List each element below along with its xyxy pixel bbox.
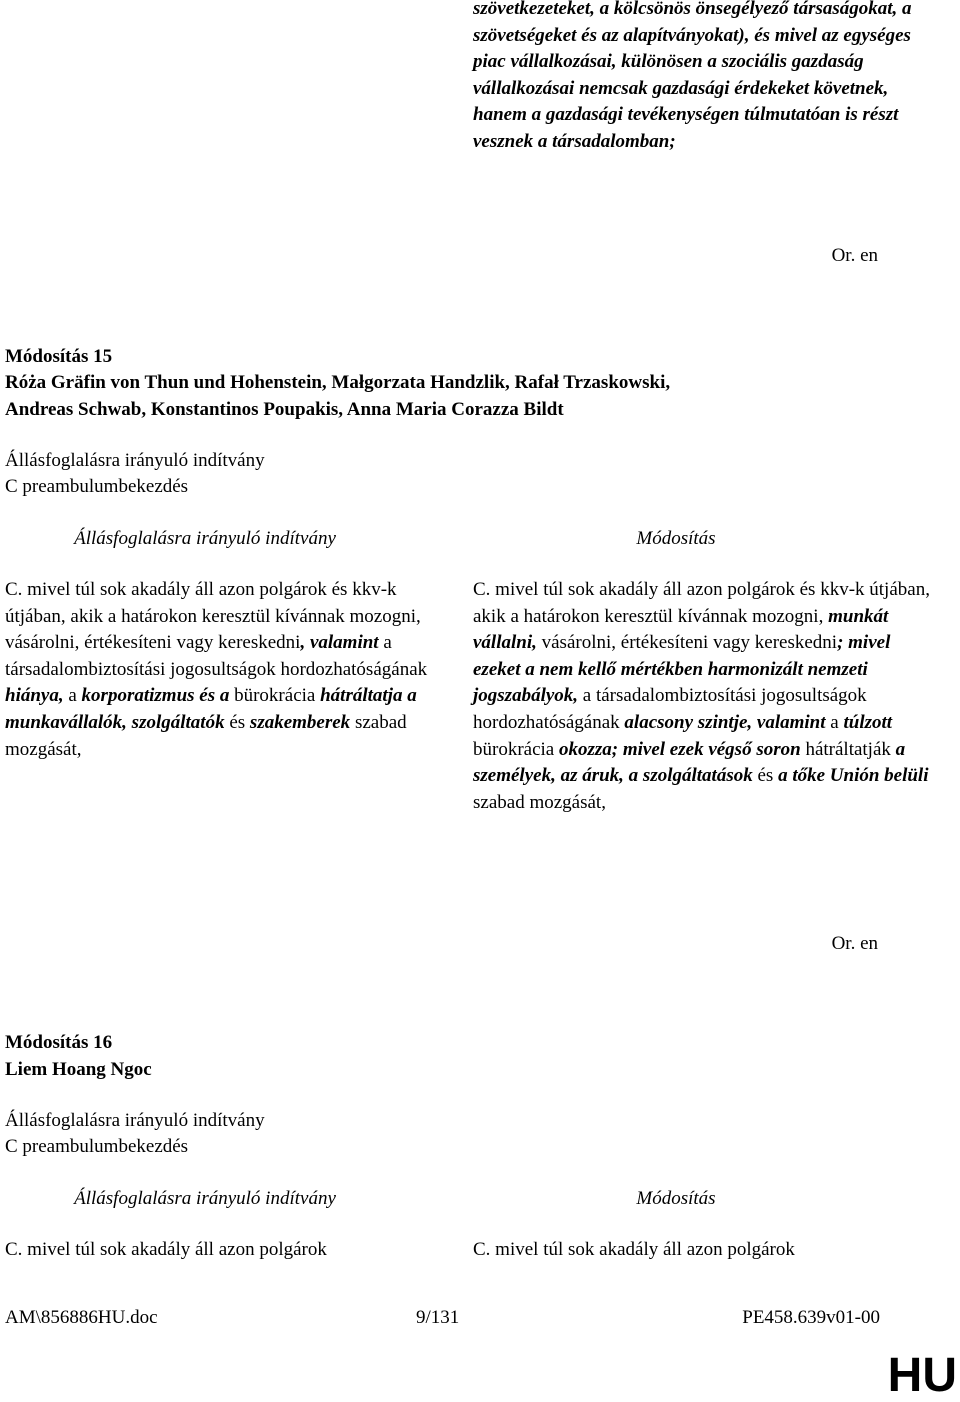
text-segment: a	[825, 711, 844, 733]
amendment-number: Módosítás 15	[5, 346, 113, 367]
footer-document-id: AM\856886HU.doc	[5, 1307, 158, 1328]
emphasized-text-segment: a tőke Unión belüli	[778, 765, 929, 787]
language-badge: HU	[887, 1349, 957, 1402]
document-type: Állásfoglalásra irányuló indítvány	[5, 450, 265, 471]
emphasized-text-segment: munkát vállalni,	[473, 605, 889, 654]
emphasized-text-segment: túlzott	[843, 711, 893, 733]
original-language-label-2: Or. en	[831, 933, 878, 954]
text-segment: a társadalombiztosítási jogosultságok hordozhatóságának	[5, 632, 428, 680]
emphasized-text-segment: ; mivel ezeket a nem kellő mértékben harmonizált nemzeti jogszabályok,	[473, 632, 891, 707]
original-text-column-16: C. mivel túl sok akadály áll azon polgárok	[5, 1239, 327, 1260]
amendment-author-16: Liem Hoang Ngoc	[5, 1059, 152, 1080]
text-segment: hátráltatják	[800, 738, 896, 760]
left-column-header-16: Állásfoglalásra irányuló indítvány	[74, 1188, 336, 1209]
original-language-label: Or. en	[831, 245, 878, 266]
emphasized-text-segment: alacsony szintje, valamint	[624, 711, 826, 733]
amendment-number-16: Módosítás 16	[5, 1032, 113, 1053]
emphasized-text-segment: , valamint	[300, 632, 379, 654]
original-text-column	[5, 577, 453, 763]
emphasized-text-segment: a személyek, az áruk, a szolgáltatások	[473, 738, 906, 787]
emphasized-text-segment: szakemberek	[249, 711, 351, 733]
text-segment: szabad mozgását,	[473, 791, 606, 813]
text-segment: és	[752, 765, 779, 787]
text-segment: C. mivel túl sok akadály áll azon polgárok és kkv-k útjában, akik a határokon keresztül kívánnak mozogni, vásárolni, értékesíteni vagy kereskedni	[5, 579, 421, 654]
emphasized-text-segment: okozza; mivel ezek végső soron	[558, 738, 801, 760]
text-segment: bürokrácia	[229, 685, 321, 707]
text-segment: a társadalombiztosítási jogosultságok hordozhatóságának	[473, 685, 867, 733]
text-segment: C. mivel túl sok akadály áll azon polgárok és kkv-k útjában, akik a határokon keresztül kívánnak mozogni,	[473, 579, 930, 627]
amendment-authors-line2: Andreas Schwab, Konstantinos Poupakis, Anna Maria Corazza Bildt	[5, 399, 564, 420]
section-reference-16: C preambulumbekezdés	[5, 1136, 189, 1157]
text-segment: és	[224, 711, 250, 733]
page-footer	[5, 1305, 880, 1331]
footer-reference: PE458.639v01-00	[742, 1307, 880, 1328]
footer-page-number: 9/131	[416, 1307, 460, 1328]
left-column-header: Állásfoglalásra irányuló indítvány	[74, 528, 336, 549]
text-segment: vásárolni, értékesíteni vagy kereskedni	[536, 632, 838, 654]
emphasized-text-segment: korporatizmus és a	[81, 685, 230, 707]
amended-text-column	[473, 577, 933, 816]
amended-text-column-16: C. mivel túl sok akadály áll azon polgárok	[473, 1239, 795, 1260]
amendment-authors-line1: Róża Gräfin von Thun und Hohenstein, Małgorzata Handzlik, Rafał Trzaskowski,	[5, 372, 671, 393]
right-column-header-16: Módosítás	[636, 1188, 716, 1209]
continuation-text: szövetkezeteket, a kölcsönös önsegélyező társaságokat, a szövetségeket és az alapítványokat), és mivel az egységes piac vállalkozásai, különösen a szociális gazdaság vállalkozásai nemcsak gazdasági érdekeket követnek, hanem a gazdasági tevékenységen túlmutatóan is részt vesznek a társadalomban;	[473, 0, 912, 152]
text-segment: szabad mozgását,	[5, 711, 407, 760]
emphasized-text-segment: hiánya,	[5, 685, 64, 707]
document-type-16: Állásfoglalásra irányuló indítvány	[5, 1110, 265, 1131]
section-reference: C preambulumbekezdés	[5, 476, 189, 497]
right-column-header: Módosítás	[636, 528, 716, 549]
text-segment: a	[63, 685, 82, 707]
text-segment: bürokrácia	[473, 738, 559, 760]
emphasized-text-segment: hátráltatja a munkavállalók, szolgáltatók	[5, 685, 417, 733]
